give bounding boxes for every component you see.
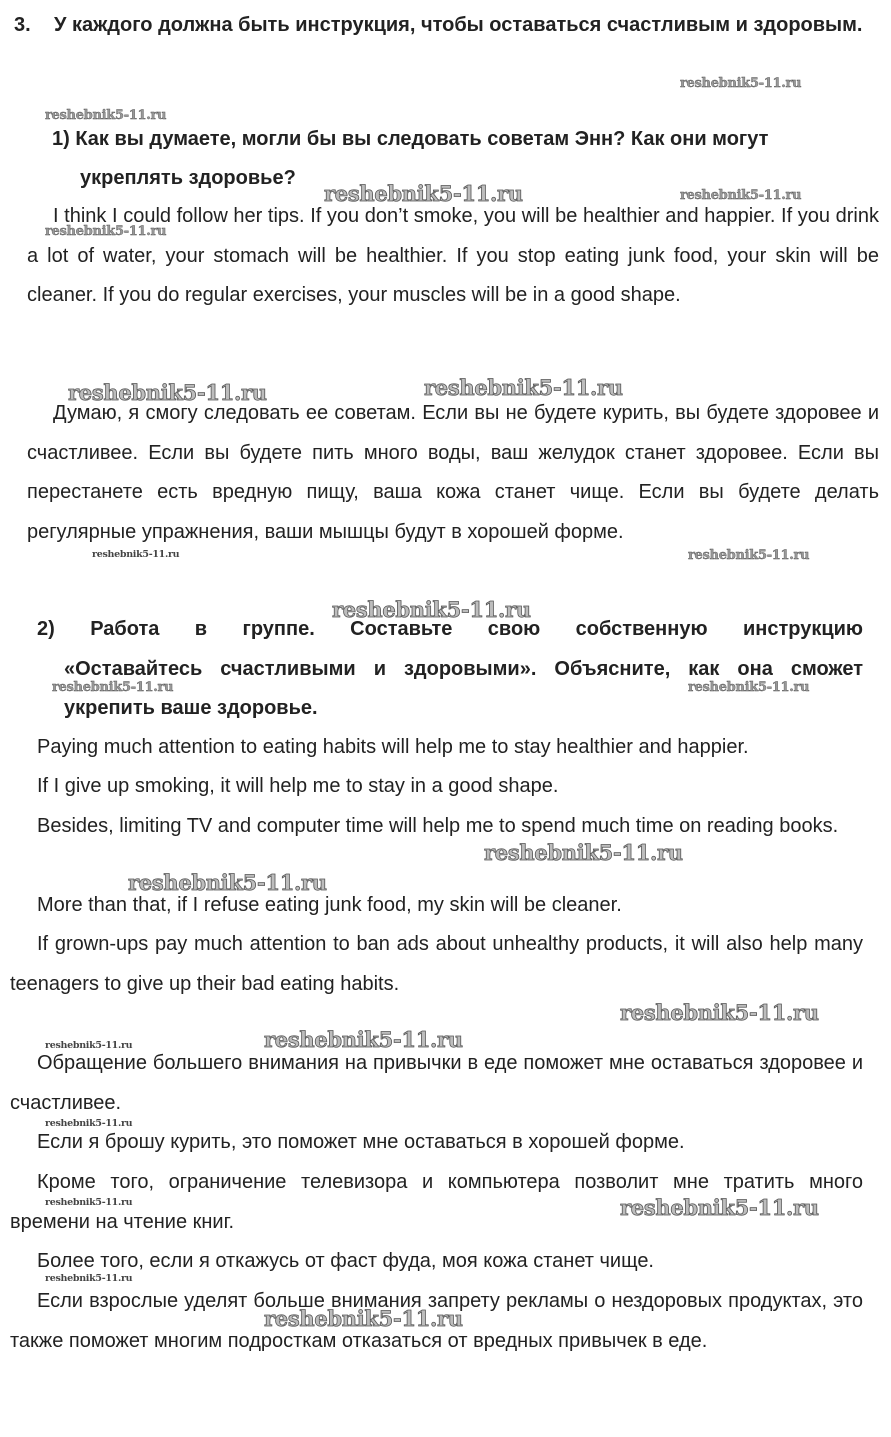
watermark: reshebnik5-11.ru bbox=[680, 188, 802, 203]
english-paragraph: Besides, limiting TV and computer time will help me to spend much time on reading books. bbox=[37, 815, 839, 837]
russian-paragraph: Обращение большего внимания на привычки в еде поможет мне оставаться здоровее и счастливее. bbox=[10, 1052, 863, 1114]
watermark: reshebnik5-11.ru bbox=[45, 1040, 133, 1051]
russian-paragraph: Если я брошу курить, это поможет мне оставаться в хорошей форме. bbox=[37, 1131, 685, 1153]
watermark: reshebnik5-11.ru bbox=[688, 680, 810, 695]
english-paragraph: If grown-ups pay much attention to ban ads about unhealthy products, it will also help many teenagers to give up their bad eating habits. bbox=[10, 933, 863, 995]
watermark: reshebnik5-11.ru bbox=[332, 597, 531, 622]
watermark: reshebnik5-11.ru bbox=[680, 76, 802, 91]
watermark: reshebnik5-11.ru bbox=[45, 224, 167, 239]
watermark: reshebnik5-11.ru bbox=[620, 1195, 819, 1220]
subtask-1-title-line2: укреплять здоровье? bbox=[80, 167, 296, 189]
watermark: reshebnik5-11.ru bbox=[45, 108, 167, 123]
watermark: reshebnik5-11.ru bbox=[92, 549, 180, 560]
english-paragraph: If I give up smoking, it will help me to stay in a good shape. bbox=[37, 775, 559, 797]
watermark: reshebnik5-11.ru bbox=[68, 380, 267, 405]
english-paragraph: Paying much attention to eating habits will help me to stay healthier and happier. bbox=[37, 736, 749, 758]
subtask-2-title-rest: «Оставайтесь счастливыми и здоровыми». Объясните, как она сможет укрепить ваше здоровье. bbox=[64, 657, 863, 719]
watermark: reshebnik5-11.ru bbox=[688, 548, 810, 563]
watermark: reshebnik5-11.ru bbox=[620, 1000, 819, 1025]
watermark: reshebnik5-11.ru bbox=[45, 1118, 133, 1129]
english-paragraph: More than that, if I refuse eating junk food, my skin will be cleaner. bbox=[37, 894, 622, 916]
subtask-2-title-line1: 2) Работа в группе. Составьте свою собственную инструкцию bbox=[37, 618, 863, 640]
watermark: reshebnik5-11.ru bbox=[45, 1197, 133, 1208]
watermark: reshebnik5-11.ru bbox=[52, 680, 174, 695]
task-number: 3. bbox=[14, 14, 31, 36]
watermark: reshebnik5-11.ru bbox=[45, 1273, 133, 1284]
russian-paragraph: Более того, если я откажусь от фаст фуда, моя кожа станет чище. bbox=[37, 1250, 654, 1272]
watermark: reshebnik5-11.ru bbox=[264, 1306, 463, 1331]
watermark: reshebnik5-11.ru bbox=[128, 870, 327, 895]
task-heading: У каждого должна быть инструкция, чтобы оставаться счастливым и здоровым. bbox=[54, 14, 863, 36]
russian-paragraph: Кроме того, ограничение телевизора и компьютера позволит мне тратить много времени на чтение книг. bbox=[10, 1171, 863, 1233]
russian-paragraph: Если взрослые уделят больше внимания запрету рекламы о нездоровых продуктах, это также поможет многим подросткам отказаться от вредных привычек в еде. bbox=[10, 1290, 863, 1352]
watermark: reshebnik5-11.ru bbox=[264, 1027, 463, 1052]
subtask-2-title bbox=[37, 610, 863, 729]
subtask-1-russian-answer: Думаю, я смогу следовать ее советам. Если вы не будете курить, вы будете здоровее и счастливее. Если вы будете пить много воды, ваш желудок станет здоровее. Если вы перестанете есть вредную пищу, ваша кожа станет чище. Если вы будете делать регулярные упражнения, ваши мышцы будут в хорошей форме. bbox=[27, 402, 879, 543]
subtask-1-english-answer: I think I could follow her tips. If you don’t smoke, you will be healthier and happier. If you drink a lot of water, your stomach will be healthier. If you stop eating junk food, your skin will be cleaner. If you do regular exercises, your muscles will be in a good shape. bbox=[27, 205, 879, 306]
watermark: reshebnik5-11.ru bbox=[324, 181, 523, 206]
watermark: reshebnik5-11.ru bbox=[484, 840, 683, 865]
subtask-1-title-line1: 1) Как вы думаете, могли бы вы следовать советам Энн? Как они могут bbox=[52, 128, 769, 150]
watermark: reshebnik5-11.ru bbox=[424, 375, 623, 400]
